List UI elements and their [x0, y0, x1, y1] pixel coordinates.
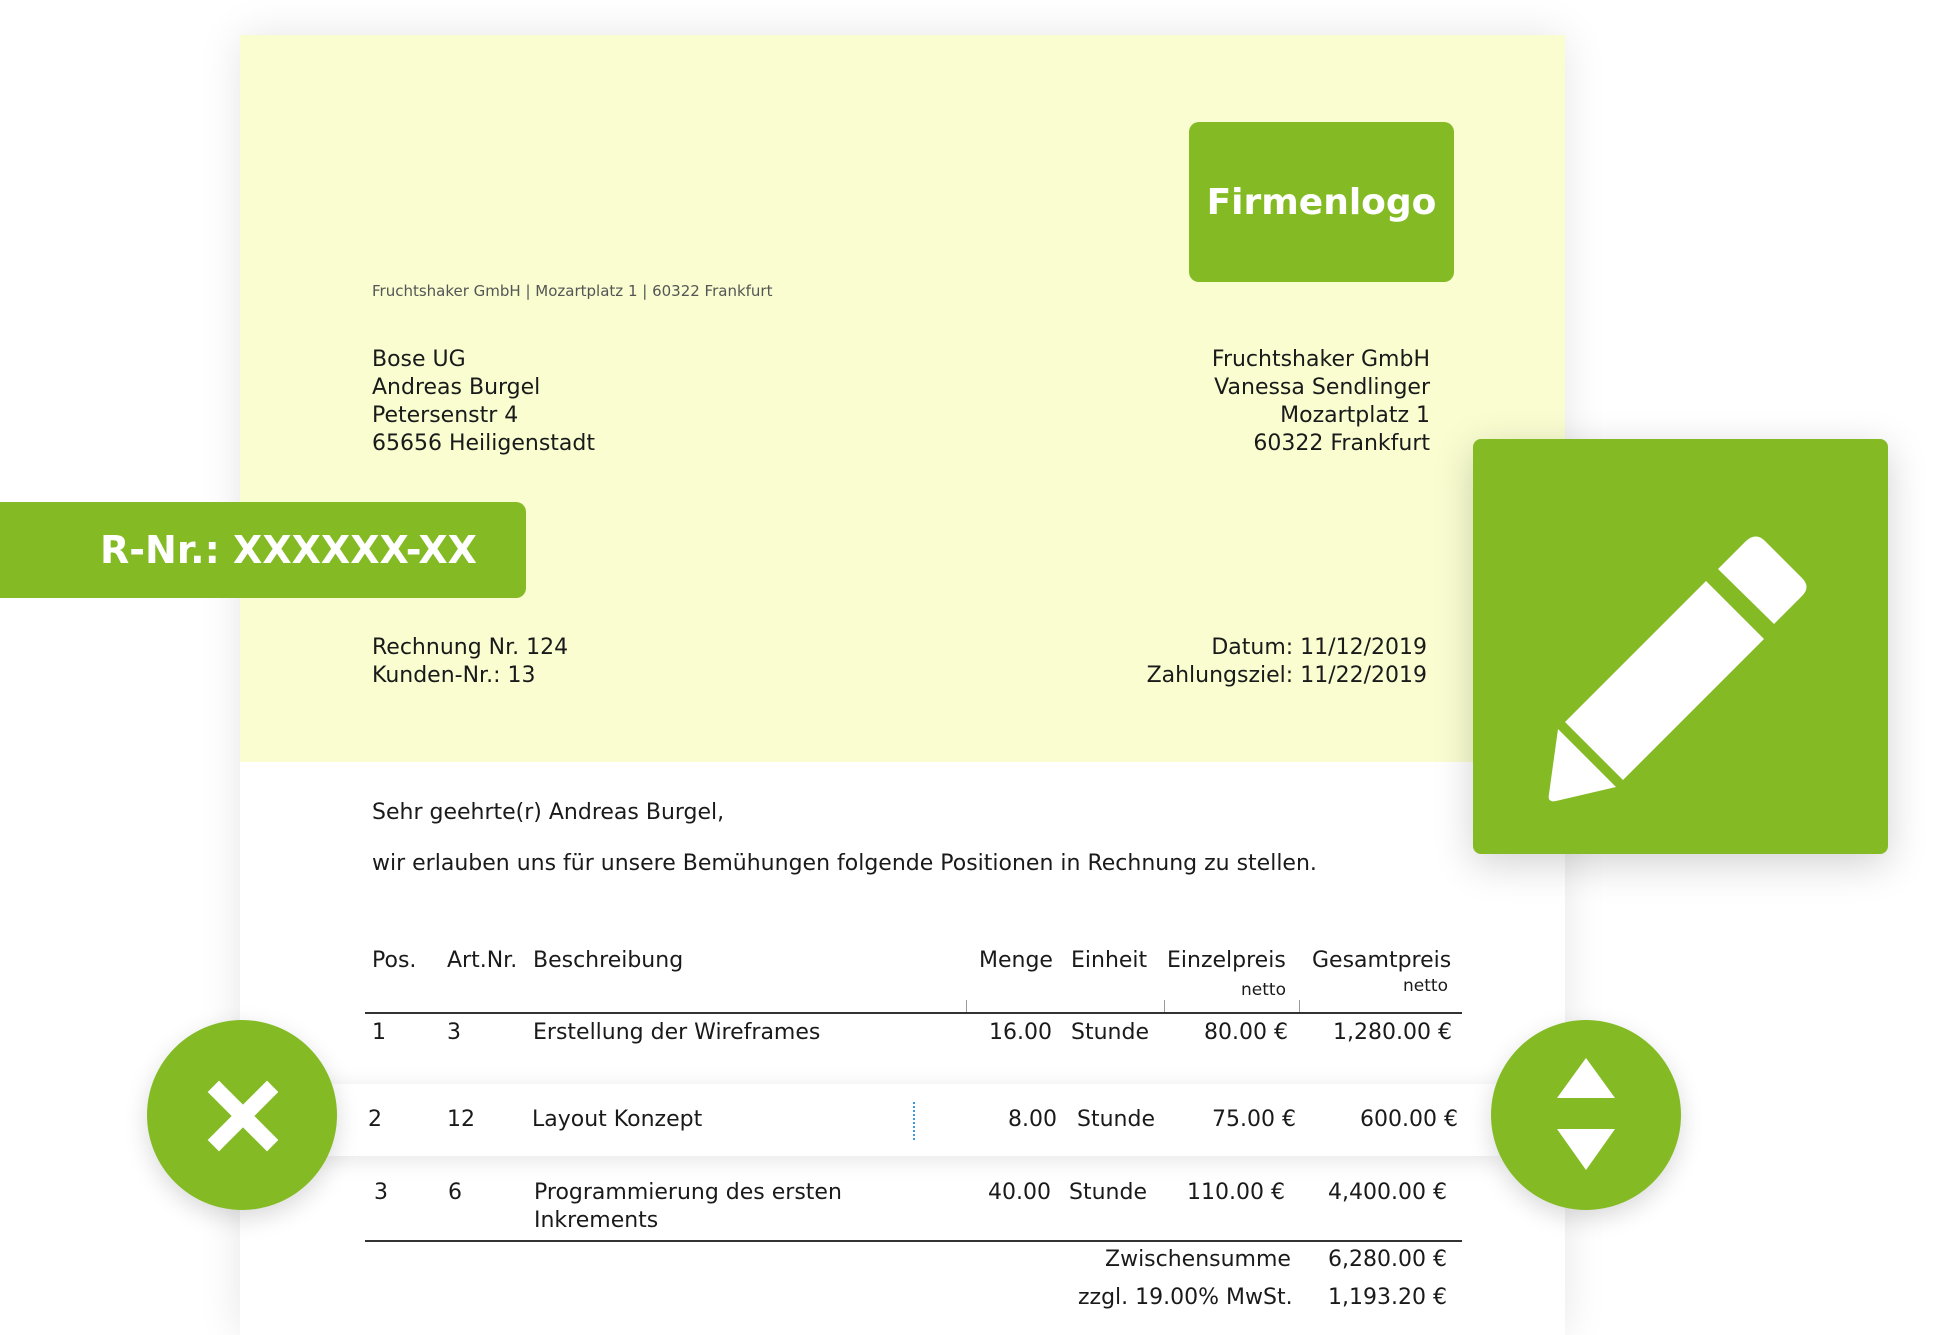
- row-desc: Erstellung der Wireframes: [533, 1020, 821, 1045]
- row-pos: 2: [368, 1107, 382, 1132]
- logo-label: Firmenlogo: [1206, 181, 1437, 223]
- col-header-unit-price-sub: netto: [1241, 980, 1286, 1000]
- company-logo-placeholder[interactable]: [1189, 122, 1454, 282]
- close-icon: [147, 1020, 337, 1210]
- recipient-city: 65656 Heiligenstadt: [372, 431, 595, 456]
- col-divider-tick: [1164, 1000, 1165, 1012]
- row-art: 3: [447, 1020, 461, 1045]
- delete-row-button[interactable]: [147, 1020, 337, 1210]
- invoice-meta-left: [372, 634, 568, 690]
- row-total: 1,280.00 €: [1333, 1020, 1452, 1045]
- row-pos: 1: [372, 1020, 386, 1045]
- col-header-total-sub: netto: [1403, 976, 1448, 996]
- sender-name: Vanessa Sendlinger: [1214, 375, 1430, 400]
- recipient-name: Andreas Burgel: [372, 375, 541, 400]
- col-header-qty: Menge: [979, 948, 1053, 973]
- row-price: 75.00 €: [1212, 1107, 1296, 1132]
- sender-company: Fruchtshaker GmbH: [1211, 347, 1430, 372]
- row-total: 4,400.00 €: [1328, 1180, 1447, 1205]
- col-header-desc: Beschreibung: [533, 948, 684, 973]
- intro-text: wir erlauben uns für unsere Bemühungen folgende Positionen in Rechnung zu stellen.: [372, 851, 1317, 876]
- col-header-unit-price: Einzelpreis: [1167, 948, 1286, 973]
- sender-street: Mozartplatz 1: [1280, 403, 1430, 428]
- row-pos: 3: [374, 1180, 388, 1205]
- row-qty: 16.00: [989, 1020, 1052, 1045]
- row-price: 80.00 €: [1204, 1020, 1288, 1045]
- row-price: 110.00 €: [1187, 1180, 1285, 1205]
- col-header-art: Art.Nr.: [447, 948, 518, 973]
- recipient-company: Bose UG: [372, 347, 466, 372]
- row-desc-line2: Inkrements: [534, 1208, 659, 1233]
- sender-address: [1140, 346, 1430, 458]
- payment-due: Zahlungsziel: 11/22/2019: [1146, 663, 1427, 688]
- row-art: 12: [447, 1107, 475, 1132]
- reorder-row-button[interactable]: [1491, 1020, 1681, 1210]
- row-unit: Stunde: [1069, 1180, 1147, 1205]
- invoice-number-badge[interactable]: [0, 502, 526, 598]
- row-total: 600.00 €: [1360, 1107, 1458, 1132]
- subtotal-label: Zwischensumme: [1105, 1247, 1291, 1272]
- recipient-street: Petersenstr 4: [372, 403, 519, 428]
- row-desc: Layout Konzept: [532, 1107, 703, 1132]
- column-drag-guide: [913, 1102, 915, 1140]
- col-header-total: Gesamtpreis: [1312, 948, 1452, 973]
- row-desc: Programmierung des ersten: [534, 1180, 842, 1205]
- customer-number: Kunden-Nr.: 13: [372, 663, 536, 688]
- tax-label: zzgl. 19.00% MwSt.: [1078, 1285, 1293, 1310]
- subtotal-value: 6,280.00 €: [1328, 1247, 1447, 1272]
- table-footer-divider: [365, 1240, 1462, 1242]
- col-header-unit: Einheit: [1071, 948, 1148, 973]
- table-row-selected[interactable]: [322, 1084, 1499, 1156]
- sort-arrows-icon: [1491, 1020, 1681, 1210]
- recipient-address: [372, 346, 595, 458]
- row-unit: Stunde: [1077, 1107, 1155, 1132]
- salutation: Sehr geehrte(r) Andreas Burgel,: [372, 800, 725, 825]
- invoice-number-badge-label: R-Nr.: XXXXXX-XX: [100, 528, 477, 572]
- row-unit: Stunde: [1071, 1020, 1149, 1045]
- tax-value: 1,193.20 €: [1328, 1285, 1447, 1310]
- invoice-date: Datum: 11/12/2019: [1211, 635, 1427, 660]
- edit-button[interactable]: [1473, 439, 1888, 854]
- col-divider-tick: [1299, 1000, 1300, 1012]
- row-qty: 40.00: [988, 1180, 1051, 1205]
- sender-return-line: Fruchtshaker GmbH | Mozartplatz 1 | 60322 Frankfurt: [372, 282, 773, 300]
- col-divider-tick: [966, 1000, 967, 1012]
- row-art: 6: [448, 1180, 462, 1205]
- pencil-icon: [1473, 439, 1888, 854]
- row-qty: 8.00: [1008, 1107, 1057, 1132]
- col-header-pos: Pos.: [372, 948, 417, 973]
- table-header-divider: [365, 1012, 1462, 1014]
- invoice-meta-right: [1080, 634, 1427, 690]
- invoice-number: Rechnung Nr. 124: [372, 635, 569, 660]
- sender-city: 60322 Frankfurt: [1253, 431, 1430, 456]
